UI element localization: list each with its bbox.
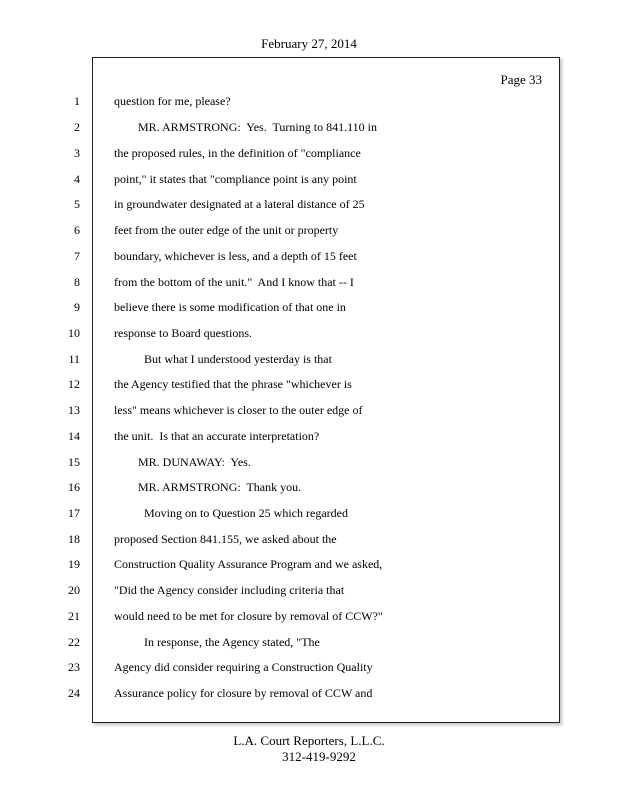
line-number: 11 [68,352,80,366]
line-text: "Did the Agency consider including criteria that [114,583,345,597]
line-text: In response, the Agency stated, "The [114,635,320,649]
line-number: 10 [68,326,80,340]
line-text: would need to be met for closure by removal of CCW?" [114,609,383,623]
line-text: MR. DUNAWAY: Yes. [114,455,251,469]
page-number: Page 33 [500,72,542,87]
line-text: Agency did consider requiring a Construction Quality [114,660,373,674]
line-text: MR. ARMSTRONG: Thank you. [114,480,302,494]
line-number: 19 [68,557,80,571]
line-number: 16 [68,480,80,494]
line-text: response to Board questions. [114,326,252,340]
line-text: in groundwater designated at a lateral distance of 25 [114,197,365,211]
line-number: 21 [68,609,80,623]
line-number: 24 [68,686,80,700]
line-number: 22 [68,635,80,649]
line-text: the Agency testified that the phrase "whichever is [114,377,352,391]
line-text: feet from the outer edge of the unit or property [114,223,339,237]
line-number: 9 [74,300,80,314]
footer-firm-name: L.A. Court Reporters, L.L.C. [233,733,385,748]
line-text: from the bottom of the unit." And I know that -- I [114,275,354,289]
line-number: 2 [74,120,80,134]
line-number: 6 [74,223,80,237]
line-text: Construction Quality Assurance Program and we asked, [114,557,383,571]
line-number: 20 [68,583,80,597]
line-text: less" means whichever is closer to the outer edge of [114,403,363,417]
line-text: believe there is some modification of that one in [114,300,346,314]
footer-phone: 312-419-9292 [282,749,356,764]
line-number: 5 [74,197,80,211]
line-text: Assurance policy for closure by removal of CCW and [114,686,373,700]
header-date: February 27, 2014 [261,36,357,51]
line-text: question for me, please? [114,94,231,108]
line-text: point," it states that "compliance point is any point [114,172,357,186]
line-number: 23 [68,660,80,674]
line-number: 13 [68,403,80,417]
line-number: 17 [68,506,80,520]
line-text: the unit. Is that an accurate interpretation? [114,429,320,443]
line-text: boundary, whichever is less, and a depth of 15 feet [114,249,357,263]
line-text: MR. ARMSTRONG: Yes. Turning to 841.110 in [114,120,377,134]
line-text: But what I understood yesterday is that [114,352,332,366]
line-number: 14 [68,429,80,443]
line-number: 4 [74,172,80,186]
line-number: 12 [68,377,80,391]
line-number: 18 [68,532,80,546]
line-number: 1 [74,94,80,108]
line-text: proposed Section 841.155, we asked about the [114,532,337,546]
line-number: 8 [74,275,80,289]
line-number: 3 [74,146,80,160]
line-number: 7 [74,249,80,263]
line-text: Moving on to Question 25 which regarded [114,506,348,520]
line-number: 15 [68,455,80,469]
line-text: the proposed rules, in the definition of "compliance [114,146,361,160]
